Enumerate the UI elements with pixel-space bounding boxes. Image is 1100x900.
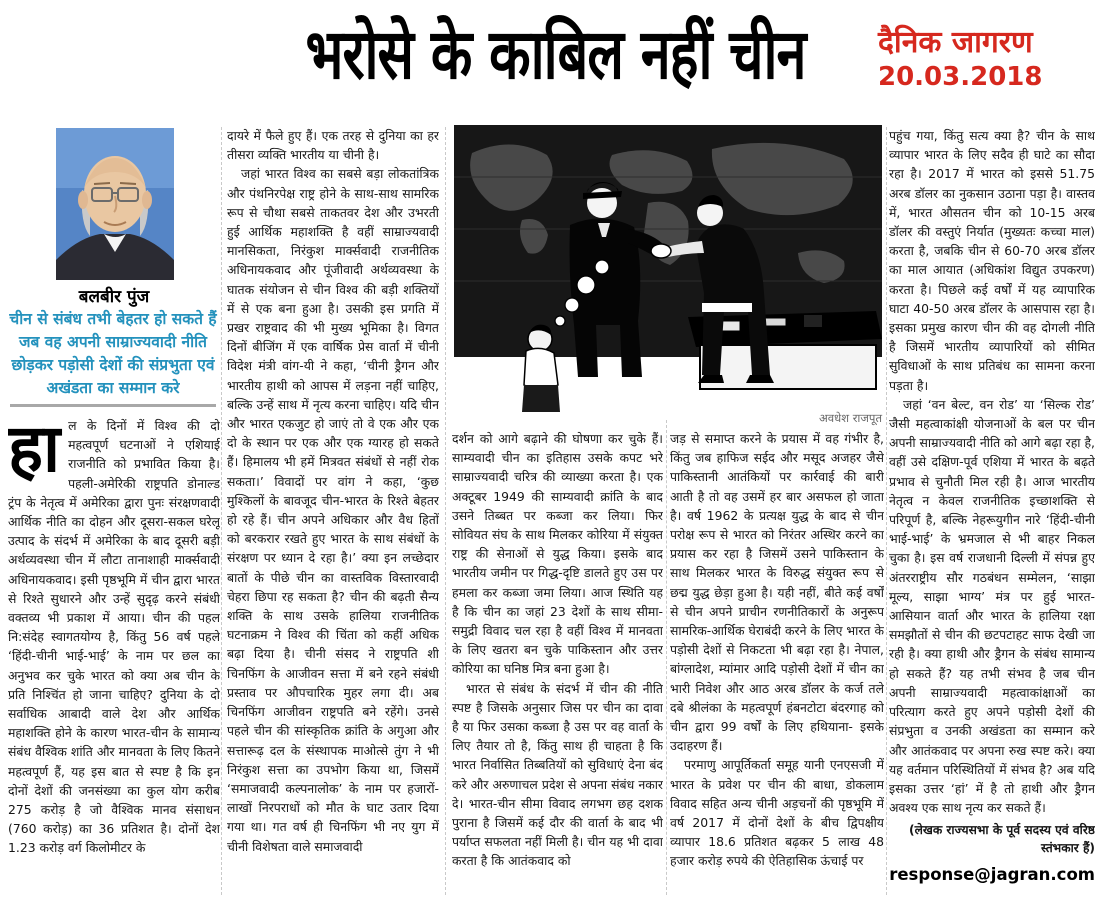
article-column-2 [227,126,439,896]
article-column-3 [452,429,663,896]
article-column-1 [8,416,220,896]
column-rule [666,420,667,895]
drop-cap: हा [8,416,61,487]
masthead-date: 20.03.2018 [878,62,1043,92]
article-column-5 [889,126,1095,896]
column-rule [886,127,887,895]
column-rule [445,127,446,895]
article-paragraph: दायरे में फैले हुए हैं। एक तरह से दुनिया का हर तीसरा व्यक्ति भारतीय या चीनी है। [227,128,439,163]
cartoon-credit: अवधेश राजपूत [818,411,882,425]
paragraph-text: ल के दिनों में विश्व की दो महत्वपूर्ण घटनाओं ने एशियाई राजनीति को प्रभावित किया है। पहली-अमेरिकी राष्ट्रपति डोनाल्ड ट्रंप के नेतृत्व में अमेरिका द्वारा पुनः संरक्षणवादी आर्थिक नीति का दोहन और दूसरा-सकल घरेलू उत्पाद के संदर्भ में अमेरिका के बाद दूसरी बड़ी अर्थव्यवस्था चीन में लौटा तानाशाही मार्क्सवादी अधिनायकवाद। इसी पृष्ठभूमि में चीन द्वारा भारत से रिश्ते सुधारने और उन्हें सुदृढ़ करने संबंधी वक्तव्य भी प्रकाश में आया। चीन की पहल नि:संदेह स्वागतयोग्य है, किंतु 56 वर्ष पहले ‘हिंदी-चीनी भाई-भाई’ के नाम पर छल का अनुभव कर चुके भारत को क्या अब चीन के प्रति निश्चिंत हो जाना चाहिए? दुनिया के दो सर्वाधिक आबादी वाले देश और आर्थिक महाशक्ति होने के कारण भारत-चीन के सामान्य संबंध वैश्विक शांति और मानवता के लिए कितने महत्वपूर्ण हैं, यह इस बात से स्पष्ट है कि इन दोनों देशों की जनसंख्या का कुल योग करीब 275 करोड़ है जो वैश्विक मानव संसाधन (760 करोड़) का 36 प्रतिशत है। दोनों देश 1.23 करोड़ वर्ग किलोमीटर के [8,418,220,856]
article-paragraph: परमाणु आपूर्तिकर्ता समूह यानी एनएसजी में भारत के प्रवेश पर चीन की बाधा, डोकलाम विवाद सहित अन्य चीनी अड़चनों की पृष्ठभूमि में वर्ष 2017 में दोनों देशों के बीच द्विपक्षीय व्यापार 18.6 प्रतिशत बढ़कर 5 लाख 48 हजार करोड़ रुपये की ऐतिहासिक ऊंचाई पर [670,757,884,869]
standfirst-quote: चीन से संबंध तभी बेहतर हो सकते हैं जब वह अपनी साम्राज्यवादी नीति छोड़कर पड़ोसी देशों की संप्रभुता एवं अखंडता का सम्मान करे [9,310,217,397]
divider-rule [10,404,216,407]
author-credit-line: (लेखक राज्यसभा के पूर्व सदस्य एवं वरिष्ठ स्तंभकार हैं) [909,823,1095,856]
author-name: बलबीर पुंज [78,287,150,307]
column-rule [221,127,222,895]
cartoon-image [452,125,884,412]
article-paragraph: जहां ‘वन बेल्ट, वन रोड’ या ‘सिल्क रोड’ जैसी महत्वाकांक्षी योजनाओं के बल पर चीन अपनी साम्राज्यवादी नीति को आगे बढ़ा रहा है, वहीं उसे दक्षिण-पूर्व एशिया में भारत के बढ़ते प्रभाव से चुनौती मिल रही है। आज भारतीय नेतृत्व न केवल राजनीतिक इच्छाशक्ति से परिपूर्ण है, बल्कि नेहरूयुगीन नारे ‘हिंदी-चीनी भाई-भाई’ के भ्रमजाल से भी बाहर निकल चुका है। इस वर्ष राजधानी दिल्ली में संपन्न हुए अंतरराष्ट्रीय सौर गठबंधन सम्मेलन, ‘साझा मूल्य, साझा भाग्य’ मंत्र पर हुई भारत-आसियान वार्ता और भारत के हालिया रक्षा समझौतों से चीन की छटपटाहट साफ देखी जा रही है। क्या हाथी और ड्रैगन के संबंध सामान्य हो सकते हैं? यह तभी संभव है जब चीन अपनी साम्राज्यवादी महत्वाकांक्षाओं का परित्याग करते हुए अपने पड़ोसी देशों की संप्रभुता व उनकी अखंडता का सम्मान करे और आतंकवाद पर अपना रुख स्पष्ट करे। क्या यह वर्तमान परिस्थितियों में संभव है? अब यदि इसका उत्तर ‘हां’ में है तो हाथी और ड्रैगन अवश्य एक साथ नृत्य कर सकते हैं। [889,396,1095,816]
article-paragraph: भारत से संबंध के संदर्भ में चीन की नीति स्पष्ट है जिसके अनुसार जिस पर चीन का दावा है या फिर उसका कब्जा है उस पर वह वार्ता के लिए तैयार तो है, किंतु साथ ही चाहता है कि भारत निर्वासित तिब्बतियों को सुविधाएं देना बंद करे और अरुणाचल प्रदेश से अपना संबंध नकार दे। भारत-चीन सीमा विवाद लगभग छह दशक पुराना है जिसमें कई दौर की वार्ता के बाद भी पर्याप्त सफलता नहीं मिली है। चीन यह भी दावा करता है कि आतंकवाद को [452,680,663,869]
article-paragraph: दर्शन को आगे बढ़ाने की घोषणा कर चुके हैं। साम्यवादी चीन का इतिहास उसके कपट भरे साम्राज्यवादी चरित्र की व्याख्या करता है। एक अक्टूबर 1949 की साम्यवादी क्रांति के बाद उसने तिब्बत पर कब्जा कर लिया। फिर सोवियत संघ के साथ मिलकर कोरिया में संयुक्त राष्ट्र की सेनाओं से युद्ध किया। इसके बाद भारतीय जमीन पर गिद्ध-दृष्टि डालते हुए उस पर हमला कर कब्जा जमा लिया। आज स्थिति यह है कि चीन का जहां 23 देशों के साथ सीमा-समुद्री विवाद चल रहा है वहीं विश्व में मानवता के लिए खतरा बन चुके पाकिस्तान और उत्तर कोरिया का घनिष्ठ मित्र बना हुआ है। [452,431,663,677]
headline: भरोसे के काबिल नहीं चीन [305,14,806,95]
handshake [651,244,671,258]
article-paragraph [8,416,220,858]
author-photo [56,128,174,280]
response-email: response@jagran.com [889,865,1095,885]
article-paragraph: पहुंच गया, किंतु सत्य क्या है? चीन के साथ व्यापार भारत के लिए सदैव ही घाटे का सौदा रहा है। 2017 में भारत को इससे 51.75 अरब डॉलर का नुकसान उठाना पड़ा है। वास्तव में, भारत औसतन चीन को 10-15 अरब डॉलर की वस्तुएं निर्यात (मुख्यतः कच्चा माल) करता है, जबकि चीन से 60-70 अरब डॉलर का माल आयात (अधिकांश विद्युत उपकरण) करता है। पिछले कई वर्षों में यह व्यापारिक घाटा 40-50 अरब डॉलर के आसपास रहा है। इसका प्रमुख कारण चीन की वह दोगली नीति है जिसमें भारतीय व्यापारियों को सीमित सुविधाओं के साथ प्रतिबंध का सामना करना पड़ता है। [889,128,1095,393]
article-column-4 [670,429,884,896]
editorial-cartoon [452,125,884,412]
masthead-paper-name: दैनिक जागरण [878,25,1033,60]
article-paragraph: जहां भारत विश्व का सबसे बड़ा लोकतांत्रिक और पंथनिरपेक्ष राष्ट्र होने के साथ-साथ सामरिक रूप से चौथा सबसे ताकतवर देश और उभरती हुई आर्थिक महाशक्ति है वहीं साम्राज्यवादी मानसिकता, निरंकुश मार्क्सवादी राजनीतिक अधिनायकवाद और पूंजीवादी अर्थव्यवस्था के घातक संयोजन से चीन विश्व की बड़ी शक्तियों में से एक बना हुआ है। उसकी इस प्रगति में प्रखर राष्ट्रवाद की भी मुख्य भूमिका है। विगत दिनों बीजिंग में एक वार्षिक प्रेस वार्ता में चीनी विदेश मंत्री वांग-यी ने कहा, ‘चीनी ड्रैगन और भारतीय हाथी को आपस में लड़ना नहीं चाहिए, बल्कि उन्हें साथ में नृत्य करना चाहिए। यदि चीन और भारत एकजुट हो जाएं तो वे एक और एक दो के स्थान पर एक और एक ग्यारह हो सकते हैं। हिमालय भी हमें मित्रवत संबंधों से नहीं रोक सकता।’ विवादों पर वांग ने कहा, ‘कुछ मुश्किलों के बावजूद चीन-भारत के रिश्ते बेहतर हो रहे हैं। चीन अपने अधिकार और वैध हितों को बरकरार रखते हुए भारत के साथ संबंधों के संरक्षण पर ध्यान दे रहा है।’ क्या इन लच्छेदार बातों के पीछे चीन का वास्तविक विस्तारवादी चेहरा छिपा रह सकता है? चीन की बढ़ती सैन्य शक्ति के साथ उसके हालिया राजनीतिक घटनाक्रम ने विश्व की चिंता को कहीं अधिक बढ़ा दिया है। चीनी संसद ने राष्ट्रपति शी चिनफिंग के आजीवन सत्ता में बने रहने संबंधी प्रस्ताव पर औपचारिक मुहर लगा दी। अब चिनफिंग आजीवन राष्ट्रपति बने रहेंगे। उनसे पहले चीन की सांस्कृतिक क्रांति के अगुआ और सत्तारूढ़ दल के संस्थापक माओत्से तुंग ने भी निरंकुश सत्ता का उपभोग किया था, जिसमें ‘समाजवादी कल्पनालोक’ के नाम पर हजारों-लाखों निरपराधों को मौत के घाट उतार दिया गया था। गत वर्ष ही चिनफिंग भी नए युग में चीनी विशेषता वाले समाजवादी [227,166,439,854]
article-paragraph: जड़ से समाप्त करने के प्रयास में वह गंभीर है, किंतु जब हाफिज सईद और मसूद अजहर जैसे पाकिस्तानी आतंकियों पर कार्रवाई की बारी आती है तो वह उसमें हर बार असफल हो जाता है। वर्ष 1962 के प्रत्यक्ष युद्ध के बाद से चीन परोक्ष रूप से भारत को निरंतर अस्थिर करने का प्रयास कर रहा है जिसमें उसने पाकिस्तान के साथ मिलकर भारत के विरुद्ध संयुक्त रूप से छद्म युद्ध छेड़ा हुआ है। यही नहीं, बीते कई वर्षों से चीन अपने प्राचीन रणनीतिकारों के अनुरूप सामरिक-आर्थिक घेराबंदी करने के लिए भारत के पड़ोसी देशों से निकटता भी बढ़ा रहा है। नेपाल, बांग्लादेश, म्यांमार आदि पड़ोसी देशों में चीन का भारी निवेश और आठ अरब डॉलर के कर्ज तले दबे श्रीलंका के महत्वपूर्ण हंबनटोटा बंदरगाह को चीन द्वारा 99 वर्षों के लिए हथियाना- इसके उदाहरण हैं। [670,431,884,754]
author-portrait-image [56,128,174,280]
